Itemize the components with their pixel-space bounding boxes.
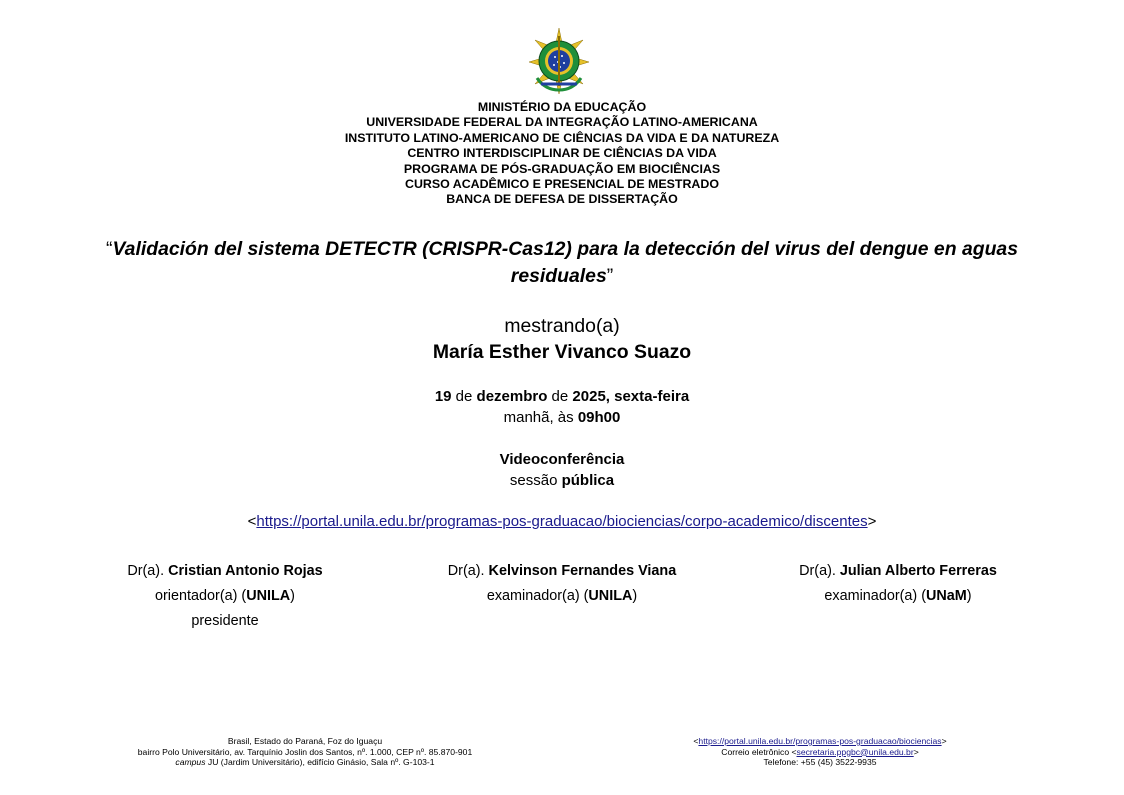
- committee-member-1: [100, 561, 350, 631]
- header-line-program: PROGRAMA DE PÓS-GRADUAÇÃO EM BIOCIÊNCIAS: [403, 161, 721, 176]
- footer-contact: [620, 736, 1020, 768]
- footer-address: [105, 736, 505, 768]
- defense-time: [0, 408, 1124, 428]
- footer-url-close: >: [941, 736, 947, 746]
- date-day: 19: [434, 388, 452, 405]
- footer-address-line-3: [105, 757, 505, 768]
- member-role-close: ): [966, 588, 972, 604]
- thesis-title: [0, 236, 1124, 290]
- footer-email-line: [620, 747, 1020, 758]
- member-name: Cristian Antonio Rojas: [168, 563, 323, 579]
- member-title: Dr(a).: [127, 563, 169, 579]
- student-name: María Esther Vivanco Suazo: [432, 341, 692, 363]
- member-role: examinador(a) (: [486, 588, 589, 604]
- session-type-value: pública: [561, 472, 615, 489]
- committee-member-2: [437, 561, 687, 606]
- member-title: Dr(a).: [799, 563, 840, 579]
- footer-email-link[interactable]: secretaria.ppgbc@unila.edu.br: [796, 746, 914, 757]
- member-role-close: ): [632, 588, 638, 604]
- header-line-center: CENTRO INTERDISCIPLINAR DE CIÊNCIAS DA VIDA: [407, 146, 717, 161]
- time-period: manhã, às: [503, 409, 578, 426]
- footer-phone: Telefone: +55 (45) 3522-9935: [763, 757, 877, 768]
- defense-date: [0, 387, 1124, 407]
- footer-address-line-2: bairro Polo Universitário, av. Tarquínio Joslin dos Santos, nº. 1.000, CEP nº. 85.870-901: [137, 746, 473, 757]
- header-line-university: UNIVERSIDADE FEDERAL DA INTEGRAÇÃO LATINO-AMERICANA: [366, 115, 758, 130]
- date-de-1: de: [451, 388, 477, 405]
- header-line-committee: BANCA DE DEFESA DE DISSERTAÇÃO: [446, 192, 678, 207]
- header-line-institute: INSTITUTO LATINO-AMERICANO DE CIÊNCIAS DA VIDA E DA NATUREZA: [344, 130, 780, 145]
- footer-email-label: Correio eletrônico <: [721, 746, 797, 757]
- member-extra-role: presidente: [191, 613, 259, 629]
- member-role-close: ): [290, 588, 295, 604]
- member-institution: UNILA: [246, 588, 291, 604]
- member-name-line: [773, 561, 1023, 581]
- member-role-line: [773, 586, 1023, 606]
- member-name: Kelvinson Fernandes Viana: [488, 563, 677, 579]
- date-year-weekday: 2025, sexta-feira: [572, 388, 690, 405]
- session-prefix: sessão: [509, 472, 562, 489]
- member-name-line: [437, 561, 687, 581]
- students-page-link[interactable]: https://portal.unila.edu.br/programas-pos-graduacao/biociencias/corpo-academico/discentes: [256, 513, 868, 530]
- close-quote: ”: [606, 265, 614, 287]
- member-name-line: [100, 561, 350, 581]
- header-line-ministry: MINISTÉRIO DA EDUCAÇÃO: [477, 100, 647, 114]
- session-type: [0, 471, 1124, 491]
- institution-header: [0, 100, 1124, 208]
- footer-address-line-1: Brasil, Estado do Paraná, Foz do Iguaçu: [227, 736, 383, 746]
- member-role-line: [100, 586, 350, 606]
- student-label: mestrando(a): [504, 315, 620, 337]
- footer-website-link[interactable]: https://portal.unila.edu.br/programas-pos-graduacao/biociencias: [698, 736, 942, 746]
- footer-campus-word: campus: [175, 757, 206, 768]
- header-line-course: CURSO ACADÊMICO E PRESENCIAL DE MESTRADO: [405, 177, 719, 192]
- date-de-2: de: [547, 388, 573, 405]
- footer-website-line: [620, 736, 1020, 747]
- time-value: 09h00: [577, 409, 621, 426]
- footer-email-close: >: [913, 746, 919, 757]
- open-quote: “: [106, 238, 113, 260]
- link-open-bracket: <: [247, 513, 257, 530]
- thesis-title-line-2: [0, 263, 1124, 290]
- member-institution: UNILA: [588, 588, 633, 604]
- member-title: Dr(a).: [447, 563, 489, 579]
- footer-campus-rest: JU (Jardim Universitário), edifício Ginásio, Sala nº. G-103-1: [205, 757, 435, 768]
- footer-url-open: <: [693, 736, 699, 746]
- program-link-line: [0, 512, 1124, 532]
- member-role-line: [437, 586, 687, 606]
- link-close-bracket: >: [867, 513, 877, 530]
- thesis-title-text-2: residuales: [510, 265, 607, 287]
- member-name: Julian Alberto Ferreras: [839, 563, 997, 579]
- member-role: examinador(a) (: [824, 588, 926, 604]
- committee-member-3: [773, 561, 1023, 606]
- thesis-title-line-1: [0, 236, 1124, 263]
- date-month: dezembro: [476, 388, 548, 405]
- brazil-coat-of-arms-icon: [527, 28, 591, 96]
- member-role: orientador(a) (: [155, 588, 247, 604]
- thesis-title-text-1: Validación del sistema DETECTR (CRISPR-Cas12) para la detección del virus del dengue en aguas: [112, 238, 1018, 260]
- defense-mode: Videoconferência: [499, 451, 625, 468]
- member-institution: UNaM: [926, 588, 967, 604]
